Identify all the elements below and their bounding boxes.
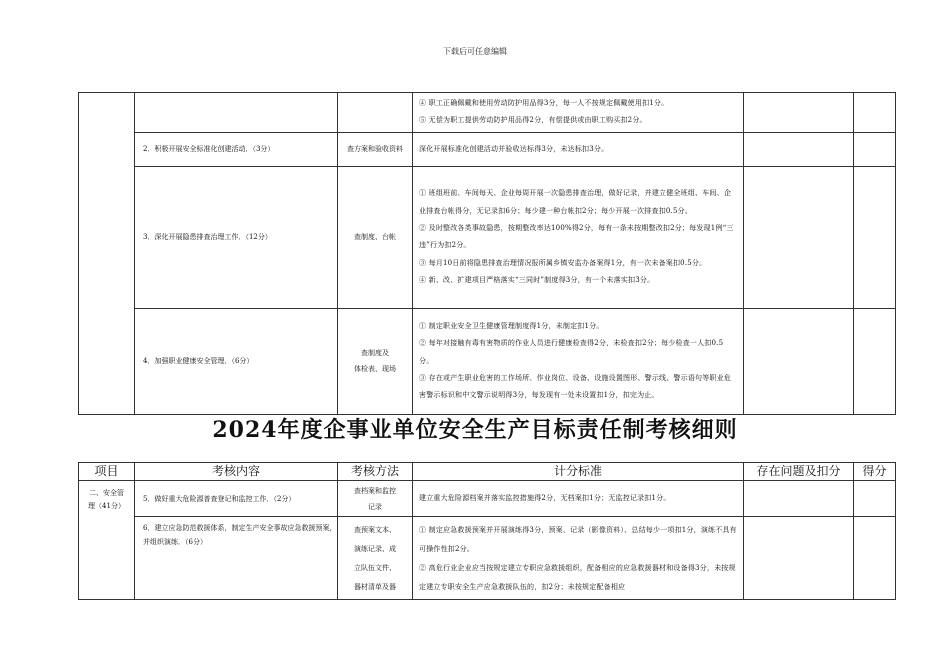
method-line: 查预案文本、 [354, 526, 396, 534]
criteria-line: ① 制定应急救援预案并开展演练得3分，预案、记录（影像资料）、总结每少一项扣1分，演练不具有可操作性扣2分。 [419, 526, 737, 553]
criteria-cell [413, 481, 744, 517]
criteria-line: ② 及时整改各类事故隐患，按期整改率达100%得2分，每有一条未按期整改扣2分；每发现1例“三违”行为扣2分。 [419, 223, 734, 250]
table-row [79, 132, 896, 166]
header-method: 考核方法 [338, 463, 413, 481]
issues-cell [744, 517, 854, 600]
method-cell: 查方案和验收资料 [338, 132, 413, 166]
criteria-line: ④ 新、改、扩建项目严格落实“三同时”制度得3分，有一个未落实扣3分。 [419, 276, 655, 285]
score-cell [854, 481, 896, 517]
project-cell [79, 481, 135, 600]
criteria-cell [413, 517, 744, 600]
score-cell [854, 166, 896, 308]
header-project: 项目 [79, 463, 135, 481]
criteria-line: ③ 存在或产生职业危害的工作场所、作业岗位、设备、设施设置图形、警示线、警示语句等职业危害警示标识和中文警示说明得3分，每发现有一处未设置扣1分，扣完为止。 [419, 374, 732, 400]
criteria-line: ④ 职工正确佩戴和使用劳动防护用品得3分，每一人不按规定佩戴使用扣1分。 [419, 99, 669, 107]
method-cell [338, 517, 413, 600]
criteria-cell [413, 93, 744, 133]
criteria-line: ③ 每月10日前将隐患排查治理情况报所属乡镇安监办备案得1分，有一次未备案扣0.5分。 [419, 258, 707, 267]
score-cell [854, 308, 896, 414]
method-line: 查制度及 [361, 349, 389, 358]
method-cell: 查制度、台帐 [338, 166, 413, 308]
issues-cell [744, 132, 854, 166]
issues-cell [744, 166, 854, 308]
table-row [79, 517, 896, 600]
criteria-line: ① 制定职业安全卫生健康管理制度得1分，未制定扣1分。 [419, 321, 604, 330]
score-cell [854, 517, 896, 600]
header-standard: 计分标准 [413, 463, 744, 481]
method-line: 体检表、现场 [354, 365, 396, 374]
assessment-table [78, 462, 896, 600]
criteria-cell [413, 166, 744, 308]
criteria-line: 深化开展标准化创建活动并验收达标得3分，未达标扣3分。 [419, 144, 609, 153]
item-cell [135, 93, 338, 133]
method-cell [338, 93, 413, 133]
method-cell [338, 308, 413, 414]
criteria-line: ⑤ 无偿为职工提供劳动防护用品得2分，有偿提供或由职工购买扣2分。 [419, 116, 647, 125]
criteria-line: ② 每年对接触有毒有害物质的作业人员进行健康检查得2分，未检查扣2分；每少检查一人扣0.5分。 [419, 339, 724, 365]
criteria-cell [413, 308, 744, 414]
method-line: 器材清单及器 [354, 583, 396, 591]
issues-cell [744, 93, 854, 133]
header-score: 得分 [854, 463, 896, 481]
score-cell [854, 93, 896, 133]
document-title: 2024年度企事业单位安全生产目标责任制考核细则 [212, 417, 738, 443]
criteria-line: ① 班组班前、车间每天、企业每周开展一次隐患排查治理，做好记录，并建立健全班组、车间、企业排查台帐得分，无记录扣6分；每少建一种台帐扣2分；每少开展一次排查扣0.5分。 [419, 189, 732, 215]
criteria-line: 建立重大危险源档案并落实监控措施得2分，无档案扣1分；无监控记录扣1分。 [419, 493, 671, 502]
issues-cell [744, 308, 854, 414]
item-cell: 5．做好重大危险源普查登记和监控工作．（2分） [135, 481, 338, 517]
table-row [79, 308, 896, 414]
method-cell [338, 481, 413, 517]
header-issues: 存在问题及扣分 [744, 463, 854, 481]
method-line: 演练记录、成 [354, 545, 396, 553]
method-line: 记录 [368, 502, 382, 511]
criteria-cell [413, 132, 744, 166]
item-cell: 4．加强职业健康安全管理．（6分） [135, 308, 338, 414]
table-row [79, 481, 896, 517]
method-line: 查档案和监控 [354, 486, 396, 495]
table-row [79, 93, 896, 133]
project-cell [79, 93, 135, 415]
table-header-row [79, 463, 896, 481]
issues-cell [744, 481, 854, 517]
score-cell [854, 132, 896, 166]
method-line: 立队伍文件、 [354, 564, 396, 572]
table-row [79, 166, 896, 308]
item-cell: 6．建立应急防范救援体系，制定生产安全事故应急救援预案，并组织演练．（6分） [135, 517, 338, 600]
item-cell: 2．积极开展安全标准化创建活动．（3分） [135, 132, 338, 166]
header-content: 考核内容 [135, 463, 338, 481]
project-line: 理（41分） [88, 502, 125, 510]
upper-table [78, 92, 896, 415]
download-note: 下载后可任意编辑 [443, 47, 507, 56]
project-line: 二、安全管 [89, 489, 124, 497]
item-cell: 3．深化开展隐患排查治理工作．（12分） [135, 166, 338, 308]
criteria-line: ② 高危行业企业应当按规定建立专职应急救援组织，配备相应的应急救援器材和设备得3分，未按规定建立专职安全生产应急救援队伍的，扣2分；未按规定配备相应 [419, 564, 736, 591]
